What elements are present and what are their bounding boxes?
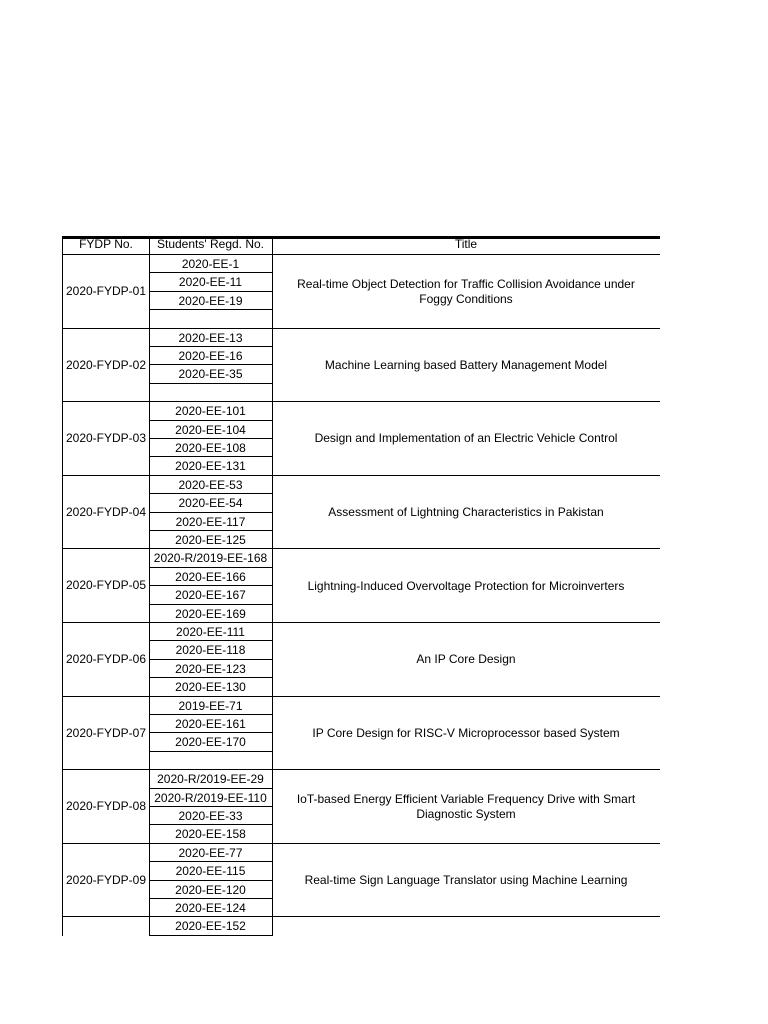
student-regd-no-cell: 2020-EE-53 xyxy=(178,477,243,492)
student-regd-no-cell: 2020-EE-161 xyxy=(175,717,246,731)
student-regd-no-cell: 2020-EE-115 xyxy=(175,864,246,879)
fydp-number-cell: 2020-FYDP-04 xyxy=(65,504,147,519)
student-regd-no-cell: 2020-EE-101 xyxy=(175,404,246,419)
student-regd-no-cell: 2020-EE-11 xyxy=(178,275,243,290)
header-fydp-no: FYDP No. xyxy=(79,237,133,251)
student-regd-no-cell: 2020-EE-130 xyxy=(175,680,246,695)
student-regd-no-cell: 2020-EE-118 xyxy=(175,643,246,658)
student-regd-no-cell: 2020-EE-169 xyxy=(175,606,246,621)
student-regd-no-cell: 2020-R/2019-EE-110 xyxy=(154,790,267,805)
fydp-number-cell: 2020-FYDP-06 xyxy=(65,652,147,666)
fydp-number-cell: 2020-FYDP-01 xyxy=(65,284,147,298)
student-regd-no-cell: 2020-EE-131 xyxy=(175,459,246,474)
student-regd-no-cell: 2020-EE-77 xyxy=(178,845,243,860)
student-regd-no-cell: 2020-EE-108 xyxy=(175,441,246,455)
student-regd-no-cell xyxy=(149,310,272,328)
fydp-number-cell: 2020-FYDP-08 xyxy=(65,799,147,814)
student-regd-no-cell: 2020-EE-166 xyxy=(175,569,246,584)
student-regd-no-cell: 2020-EE-125 xyxy=(175,533,246,547)
student-regd-no-cell: 2020-EE-152 xyxy=(175,919,246,934)
student-regd-no-cell: 2020-EE-19 xyxy=(178,293,243,308)
student-regd-no-cell xyxy=(149,384,272,402)
student-regd-no-cell: 2020-EE-35 xyxy=(178,367,243,382)
project-title-cell: Assessment of Lightning Characteristics in Pakistan xyxy=(328,505,604,520)
fydp-number-cell: 2020-FYDP-02 xyxy=(65,357,147,372)
student-regd-no-cell: 2020-EE-123 xyxy=(175,661,246,676)
header-title: Title xyxy=(454,237,478,251)
fydp-number-cell: 2020-FYDP-05 xyxy=(65,578,147,593)
fydp-number-cell: 2020-FYDP-03 xyxy=(65,431,147,446)
student-regd-no-cell: 2020-EE-1 xyxy=(181,257,240,271)
student-regd-no-cell: 2020-EE-33 xyxy=(178,809,243,823)
student-regd-no-cell: 2020-EE-104 xyxy=(175,422,246,437)
student-regd-no-cell: 2020-EE-16 xyxy=(178,349,243,363)
project-title-cell: Design and Implementation of an Electric Vehicle Control xyxy=(314,431,618,446)
student-regd-no-cell: 2020-EE-158 xyxy=(175,827,246,842)
student-regd-no-cell: 2020-EE-120 xyxy=(175,882,246,897)
student-regd-no-cell: 2020-EE-124 xyxy=(175,901,246,915)
student-regd-no-cell: 2020-EE-170 xyxy=(175,735,246,750)
project-title-cell: Lightning-Induced Overvoltage Protection for Microinverters xyxy=(307,578,625,593)
fydp-number-cell: 2020-FYDP-09 xyxy=(65,872,147,887)
student-regd-no-cell: 2020-EE-111 xyxy=(176,625,245,639)
project-title-cell: Real-time Object Detection for Traffic Collision Avoidance under Foggy Conditions xyxy=(297,276,635,306)
student-regd-no-cell: 2020-R/2019-EE-29 xyxy=(157,772,264,787)
student-regd-no-cell xyxy=(149,752,272,770)
student-row-border xyxy=(149,935,272,936)
student-regd-no-cell: 2019-EE-71 xyxy=(178,698,243,713)
project-title-cell: An IP Core Design xyxy=(416,652,516,667)
project-title-cell: Machine Learning based Battery Management Model xyxy=(324,357,608,372)
header-students-regd-no: Students' Regd. No. xyxy=(156,237,265,251)
student-regd-no-cell: 2020-EE-167 xyxy=(175,588,246,603)
project-title-cell: Real-time Sign Language Translator using Machine Learning xyxy=(304,873,628,888)
project-title-cell: IP Core Design for RISC-V Microprocessor based System xyxy=(312,725,620,740)
student-regd-no-cell: 2020-EE-54 xyxy=(178,496,243,511)
project-title-cell: IoT-based Energy Efficient Variable Frequency Drive with Smart Diagnostic System xyxy=(296,791,636,821)
fydp-number-cell: 2020-FYDP-07 xyxy=(65,725,147,740)
student-regd-no-cell: 2020-R/2019-EE-168 xyxy=(153,551,268,566)
student-regd-no-cell: 2020-EE-117 xyxy=(175,514,246,529)
student-regd-no-cell: 2020-EE-13 xyxy=(178,330,243,345)
